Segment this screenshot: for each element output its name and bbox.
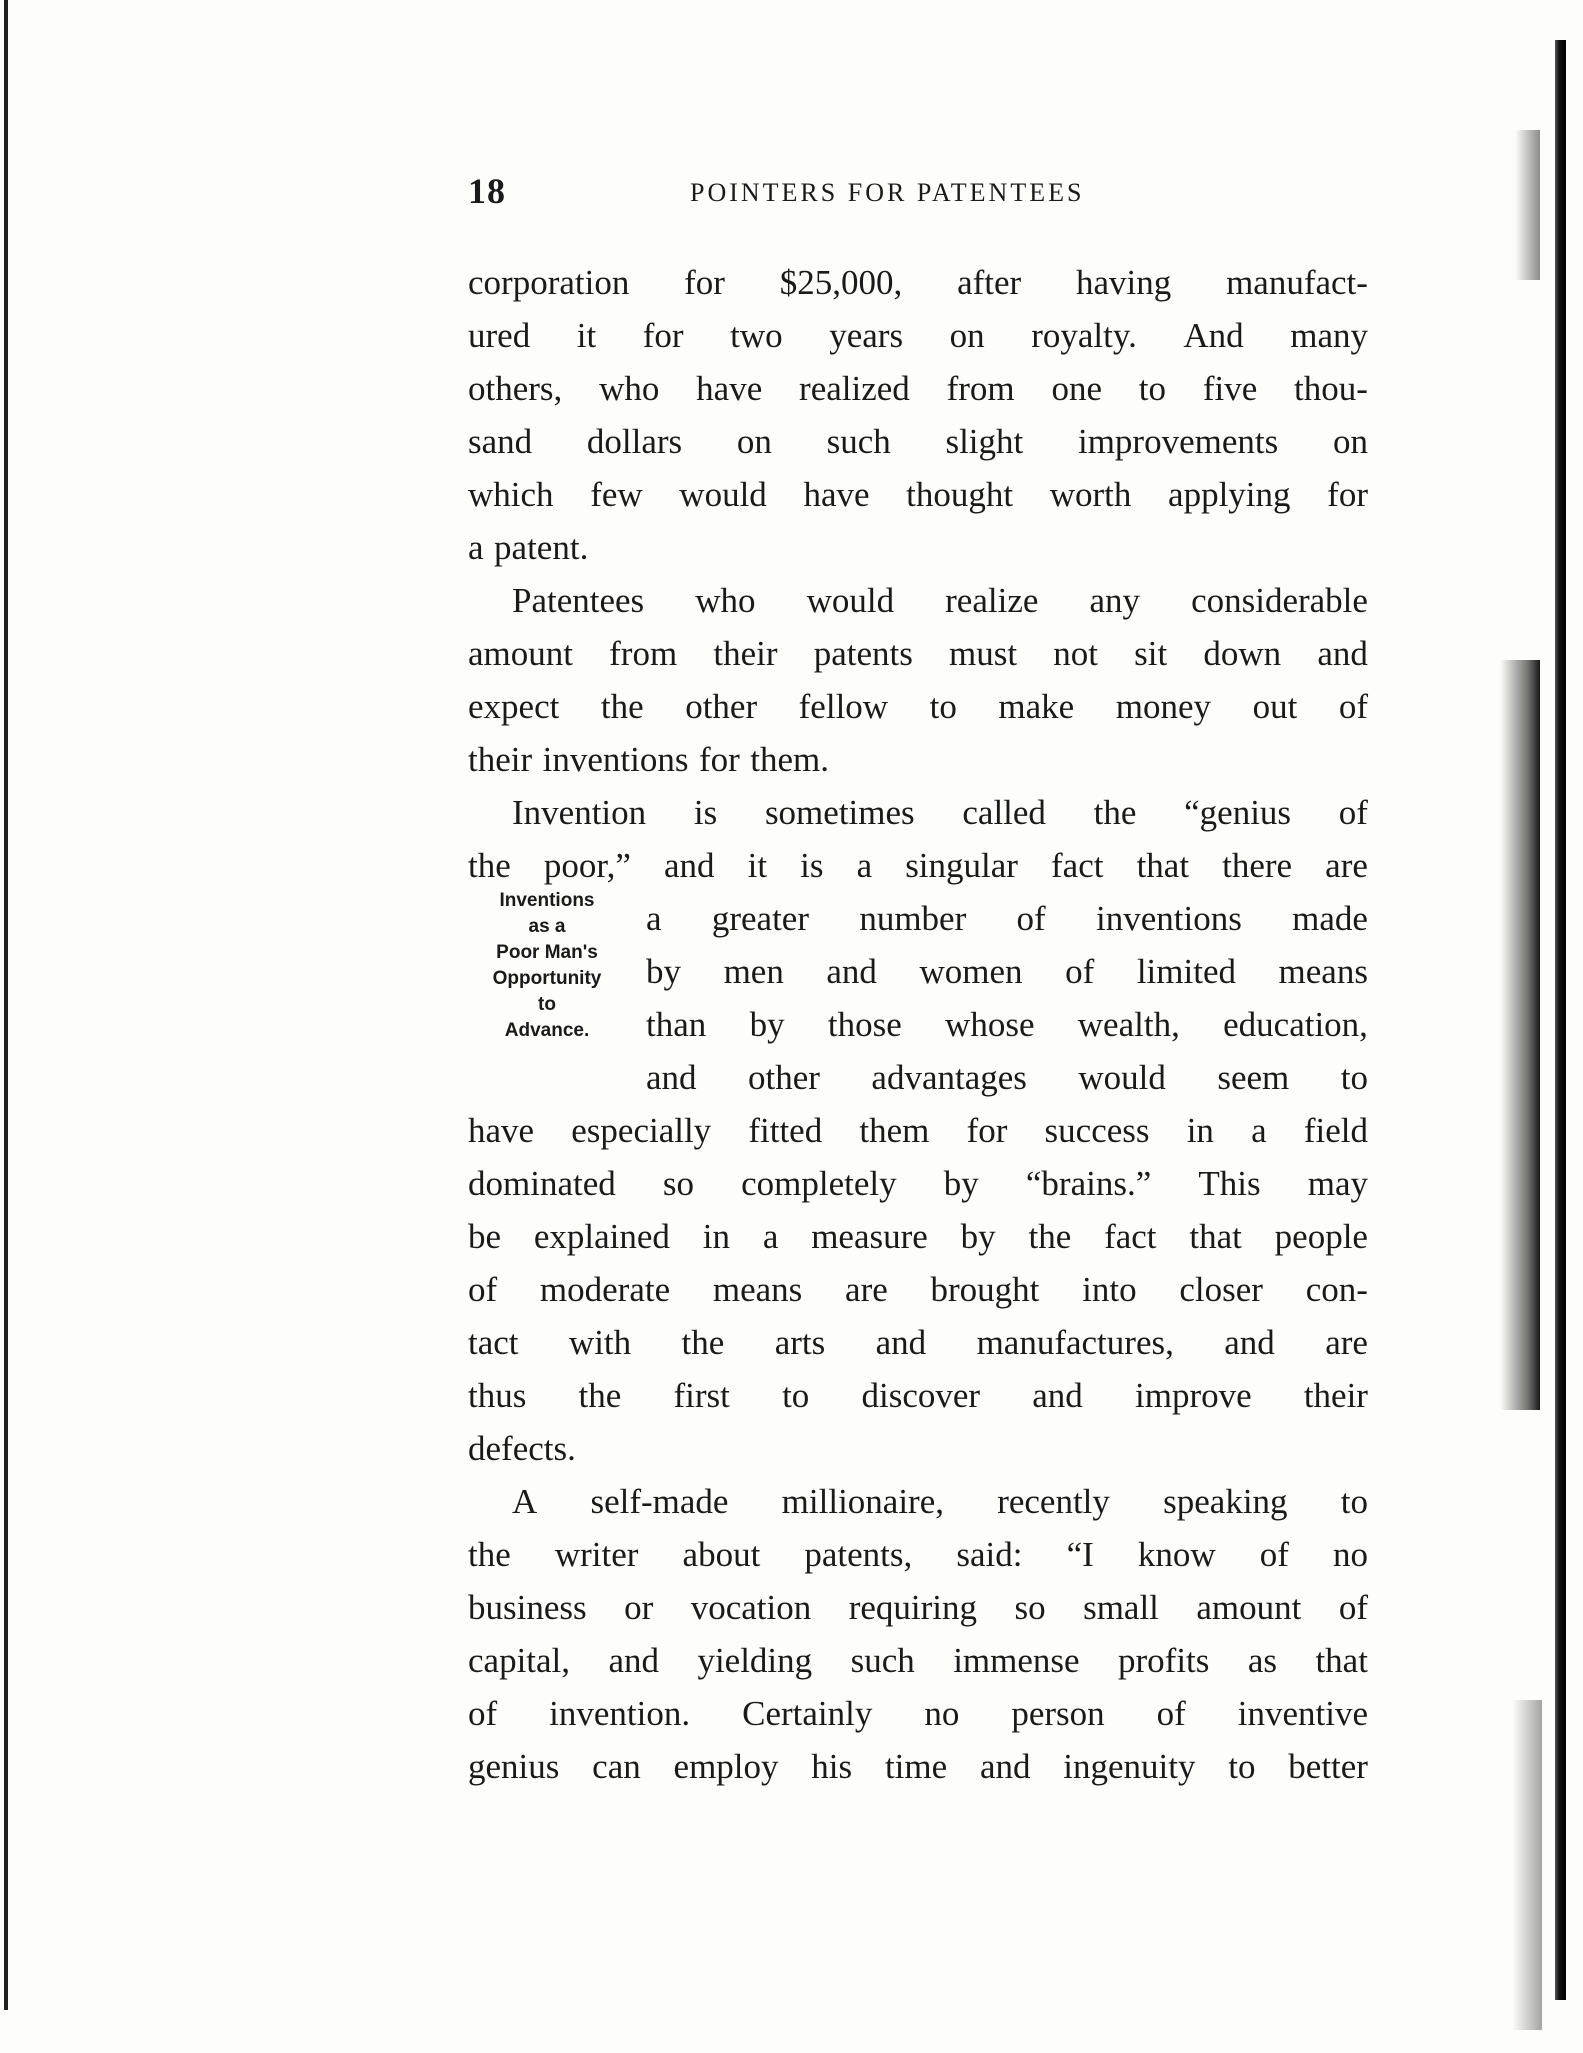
word: manufactures,: [976, 1323, 1174, 1362]
text-line: [646, 998, 1368, 1051]
margin-note-line: Opportunity: [492, 968, 602, 989]
word: no: [1333, 1535, 1368, 1574]
word: Patentees: [512, 581, 645, 620]
word: as: [1247, 1641, 1277, 1680]
word: considerable: [1191, 581, 1368, 620]
word: whose: [945, 1005, 1035, 1044]
word: patents: [813, 634, 913, 673]
word: seem: [1217, 1058, 1290, 1097]
word: corporation: [468, 263, 630, 302]
text-line: [468, 574, 1368, 627]
word: to: [929, 687, 957, 726]
text-line: [468, 1210, 1368, 1263]
word: small: [1083, 1588, 1159, 1627]
word: make: [998, 687, 1075, 726]
word: And: [1183, 316, 1244, 355]
word: to: [1340, 1058, 1368, 1097]
word: speaking: [1163, 1482, 1288, 1521]
word: is: [693, 793, 718, 832]
word: and: [1224, 1323, 1275, 1362]
word: to: [1340, 1482, 1368, 1521]
word: “brains.”: [1025, 1164, 1152, 1203]
word: by: [749, 1005, 785, 1044]
word: other: [748, 1058, 820, 1097]
word: inventive: [1237, 1694, 1368, 1733]
word: of: [1338, 793, 1368, 832]
word: would: [806, 581, 895, 620]
word: have: [803, 475, 870, 514]
word: them: [859, 1111, 930, 1150]
word: means: [712, 1270, 803, 1309]
text-line: [468, 1634, 1368, 1687]
word: patent.: [494, 528, 589, 567]
word: applying: [1168, 475, 1291, 514]
word: better: [1288, 1747, 1368, 1786]
word: those: [827, 1005, 902, 1044]
margin-note-slot: [468, 892, 646, 945]
word: thus: [468, 1376, 527, 1415]
text-line: [646, 892, 1368, 945]
word: inventions: [1096, 899, 1242, 938]
text-line: [468, 1316, 1368, 1369]
word: on: [949, 316, 985, 355]
word: many: [1290, 316, 1368, 355]
word: or: [624, 1588, 654, 1627]
text-line: [468, 521, 1368, 574]
word: amount: [468, 634, 573, 673]
word: This: [1198, 1164, 1261, 1203]
word: limited: [1136, 952, 1236, 991]
paragraph: [468, 786, 1368, 1475]
word: moderate: [539, 1270, 671, 1309]
word: and: [1317, 634, 1368, 673]
word: know: [1137, 1535, 1216, 1574]
word: a: [468, 528, 484, 567]
word: five: [1202, 369, 1258, 408]
word: would: [1078, 1058, 1166, 1097]
word: with: [568, 1323, 632, 1362]
word: discover: [861, 1376, 981, 1415]
word: their: [1303, 1376, 1368, 1415]
word: them.: [750, 740, 830, 779]
word: for: [698, 740, 740, 779]
word: men: [723, 952, 784, 991]
page-header: [468, 170, 1368, 214]
word: in: [702, 1217, 730, 1256]
word: poor,”: [543, 846, 631, 885]
page-number: 18: [468, 171, 506, 211]
word: patents,: [804, 1535, 913, 1574]
word: and: [1032, 1376, 1083, 1415]
text-line: [468, 415, 1368, 468]
word: it: [576, 316, 597, 355]
word: have: [468, 1111, 535, 1150]
word: capital,: [468, 1641, 571, 1680]
word: of: [1156, 1694, 1186, 1733]
word: have: [696, 369, 763, 408]
word: than: [646, 1005, 707, 1044]
word: who: [599, 369, 660, 408]
word: by: [960, 1217, 996, 1256]
word: and: [646, 1058, 697, 1097]
text-line: [468, 256, 1368, 309]
word: said:: [956, 1535, 1023, 1574]
page-edge-left: [4, 0, 8, 2010]
word: and: [663, 846, 715, 885]
word: others,: [468, 369, 563, 408]
text-line: [468, 1369, 1368, 1422]
word: brought: [930, 1270, 1040, 1309]
word: such: [826, 422, 891, 461]
word: having: [1076, 263, 1172, 302]
word: sit: [1134, 634, 1168, 673]
word: requiring: [848, 1588, 978, 1627]
word: completely: [741, 1164, 897, 1203]
word: a: [1251, 1111, 1267, 1150]
word: sometimes: [764, 793, 915, 832]
side-row: [468, 998, 1368, 1051]
word: and: [826, 952, 877, 991]
word: of: [468, 1694, 498, 1733]
text-line: [468, 362, 1368, 415]
word: two: [730, 316, 783, 355]
word: made: [1292, 899, 1368, 938]
word: people: [1274, 1217, 1368, 1256]
text-line: [468, 1687, 1368, 1740]
word: about: [682, 1535, 761, 1574]
word: royalty.: [1031, 316, 1137, 355]
text-line: [468, 309, 1368, 362]
running-head: POINTERS FOR PATENTEES: [690, 178, 1085, 207]
word: millionaire,: [781, 1482, 944, 1521]
side-row: [468, 892, 1368, 945]
text-line: [468, 1740, 1368, 1793]
word: A: [512, 1482, 538, 1521]
word: for: [642, 316, 684, 355]
word: amount: [1196, 1588, 1302, 1627]
word: profits: [1118, 1641, 1210, 1680]
word: who: [695, 581, 756, 620]
word: $25,000,: [779, 263, 903, 302]
word: and: [875, 1323, 927, 1362]
word: realize: [945, 581, 1039, 620]
word: number: [859, 899, 967, 938]
word: so: [1014, 1588, 1046, 1627]
word: closer: [1179, 1270, 1263, 1309]
word: down: [1203, 634, 1282, 673]
body-text: [468, 256, 1368, 1793]
word: improve: [1135, 1376, 1252, 1415]
word: vocation: [690, 1588, 812, 1627]
word: one: [1051, 369, 1102, 408]
word: defects.: [468, 1429, 576, 1468]
word: sand: [468, 422, 533, 461]
text-line: [468, 839, 1368, 892]
text-line: [468, 1528, 1368, 1581]
text-line: [468, 680, 1368, 733]
word: it: [747, 846, 768, 885]
word: thou-: [1294, 369, 1368, 408]
word: fellow: [798, 687, 889, 726]
word: to: [782, 1376, 810, 1415]
word: Certainly: [742, 1694, 873, 1733]
word: can: [592, 1747, 641, 1786]
word: arts: [774, 1323, 826, 1362]
text-line: [468, 1104, 1368, 1157]
word: that: [1315, 1641, 1368, 1680]
word: women: [919, 952, 1023, 991]
word: such: [850, 1641, 915, 1680]
word: ured: [468, 316, 531, 355]
word: recently: [997, 1482, 1110, 1521]
word: inventions: [542, 740, 689, 779]
word: for: [1327, 475, 1368, 514]
margin-note-line: as a: [528, 916, 566, 937]
word: so: [662, 1164, 694, 1203]
word: con-: [1305, 1270, 1368, 1309]
paragraph: [468, 256, 1368, 574]
word: success: [1044, 1111, 1150, 1150]
word: advantages: [871, 1058, 1027, 1097]
word: years: [829, 316, 904, 355]
word: of: [1259, 1535, 1289, 1574]
word: the: [1093, 793, 1137, 832]
side-row: [468, 1051, 1368, 1104]
word: to: [1138, 369, 1167, 408]
word: the: [468, 846, 511, 885]
word: explained: [533, 1217, 670, 1256]
word: “genius: [1184, 793, 1292, 832]
word: the: [681, 1323, 725, 1362]
word: measure: [811, 1217, 928, 1256]
word: may: [1307, 1164, 1368, 1203]
word: time: [884, 1747, 948, 1786]
word: first: [673, 1376, 730, 1415]
margin-note-slot: [468, 945, 646, 998]
word: called: [962, 793, 1046, 832]
word: manufact-: [1226, 263, 1368, 302]
word: there: [1222, 846, 1293, 885]
word: are: [1325, 1323, 1368, 1362]
word: dollars: [586, 422, 683, 461]
word: especially: [571, 1111, 712, 1150]
text-line: [468, 733, 1368, 786]
margin-note-slot: [468, 1051, 646, 1104]
text-line: [468, 1422, 1368, 1475]
word: on: [1332, 422, 1368, 461]
word: wealth,: [1077, 1005, 1180, 1044]
word: is: [800, 846, 824, 885]
word: on: [736, 422, 772, 461]
word: writer: [554, 1535, 639, 1574]
word: the: [600, 687, 644, 726]
word: to: [1228, 1747, 1256, 1786]
text-line: [468, 1475, 1368, 1528]
margin-note-line: to: [538, 994, 556, 1015]
word: means: [1278, 952, 1368, 991]
word: no: [924, 1694, 960, 1733]
word: of: [1016, 899, 1046, 938]
paragraph: [468, 574, 1368, 786]
page-edge-right: [1555, 40, 1566, 2000]
word: in: [1186, 1111, 1214, 1150]
word: by: [646, 952, 681, 991]
word: business: [468, 1588, 587, 1627]
text-line: [468, 468, 1368, 521]
word: Invention: [512, 793, 647, 832]
word: a: [646, 899, 662, 938]
word: education,: [1223, 1005, 1368, 1044]
word: thought: [906, 475, 1014, 514]
word: a: [856, 846, 873, 885]
text-line: [468, 1157, 1368, 1210]
side-row: [468, 945, 1368, 998]
word: of: [1065, 952, 1095, 991]
word: yielding: [697, 1641, 813, 1680]
word: are: [845, 1270, 888, 1309]
margin-note-slot: [468, 998, 646, 1051]
word: fitted: [748, 1111, 823, 1150]
word: invention.: [549, 1694, 691, 1733]
word: slight: [945, 422, 1024, 461]
text-line: [468, 1263, 1368, 1316]
text-line: [646, 945, 1368, 998]
word: fact: [1051, 846, 1104, 885]
binding-shadow-top: [1515, 130, 1540, 280]
word: expect: [468, 687, 560, 726]
paragraph: [468, 1475, 1368, 1793]
word: improvements: [1077, 422, 1279, 461]
word: immense: [953, 1641, 1080, 1680]
word: by: [943, 1164, 979, 1203]
word: which: [468, 475, 554, 514]
word: few: [590, 475, 643, 514]
word: other: [685, 687, 758, 726]
word: that: [1136, 846, 1190, 885]
word: fact: [1104, 1217, 1157, 1256]
word: greater: [711, 899, 809, 938]
word: of: [468, 1270, 498, 1309]
text-line: [468, 627, 1368, 680]
text-line: [468, 1581, 1368, 1634]
word: after: [957, 263, 1022, 302]
word: the: [578, 1376, 622, 1415]
word: genius: [468, 1747, 560, 1786]
word: from: [609, 634, 678, 673]
word: field: [1303, 1111, 1368, 1150]
margin-note-line: Poor Man's: [496, 942, 598, 963]
word: their: [713, 634, 778, 673]
word: must: [949, 634, 1018, 673]
word: the: [1028, 1217, 1072, 1256]
word: a: [762, 1217, 779, 1256]
word: money: [1115, 687, 1212, 726]
binding-shadow-middle: [1500, 660, 1540, 1410]
word: of: [1338, 1588, 1368, 1627]
word: tact: [468, 1323, 519, 1362]
word: are: [1325, 846, 1368, 885]
word: ingenuity: [1063, 1747, 1196, 1786]
text-line: [468, 786, 1368, 839]
word: “I: [1066, 1535, 1094, 1574]
word: that: [1189, 1217, 1242, 1256]
word: and: [608, 1641, 660, 1680]
word: and: [979, 1747, 1031, 1786]
word: their: [468, 740, 533, 779]
margin-note-line: Advance.: [504, 1020, 590, 1041]
word: employ: [673, 1747, 779, 1786]
word: singular: [905, 846, 1018, 885]
word: be: [468, 1217, 502, 1256]
word: not: [1053, 634, 1098, 673]
word: for: [684, 263, 725, 302]
word: worth: [1049, 475, 1132, 514]
word: for: [966, 1111, 1008, 1150]
word: of: [1338, 687, 1368, 726]
text-line: [646, 1051, 1368, 1104]
word: person: [1011, 1694, 1105, 1733]
word: the: [468, 1535, 511, 1574]
word: realized: [799, 369, 910, 408]
word: his: [811, 1747, 853, 1786]
word: any: [1089, 581, 1141, 620]
word: self-made: [590, 1482, 729, 1521]
word: from: [946, 369, 1015, 408]
word: dominated: [468, 1164, 616, 1203]
word: would: [679, 475, 767, 514]
binding-shadow-bottom: [1512, 1700, 1542, 2030]
word: into: [1082, 1270, 1137, 1309]
word: out: [1252, 687, 1298, 726]
margin-note-line: Inventions: [499, 890, 595, 911]
